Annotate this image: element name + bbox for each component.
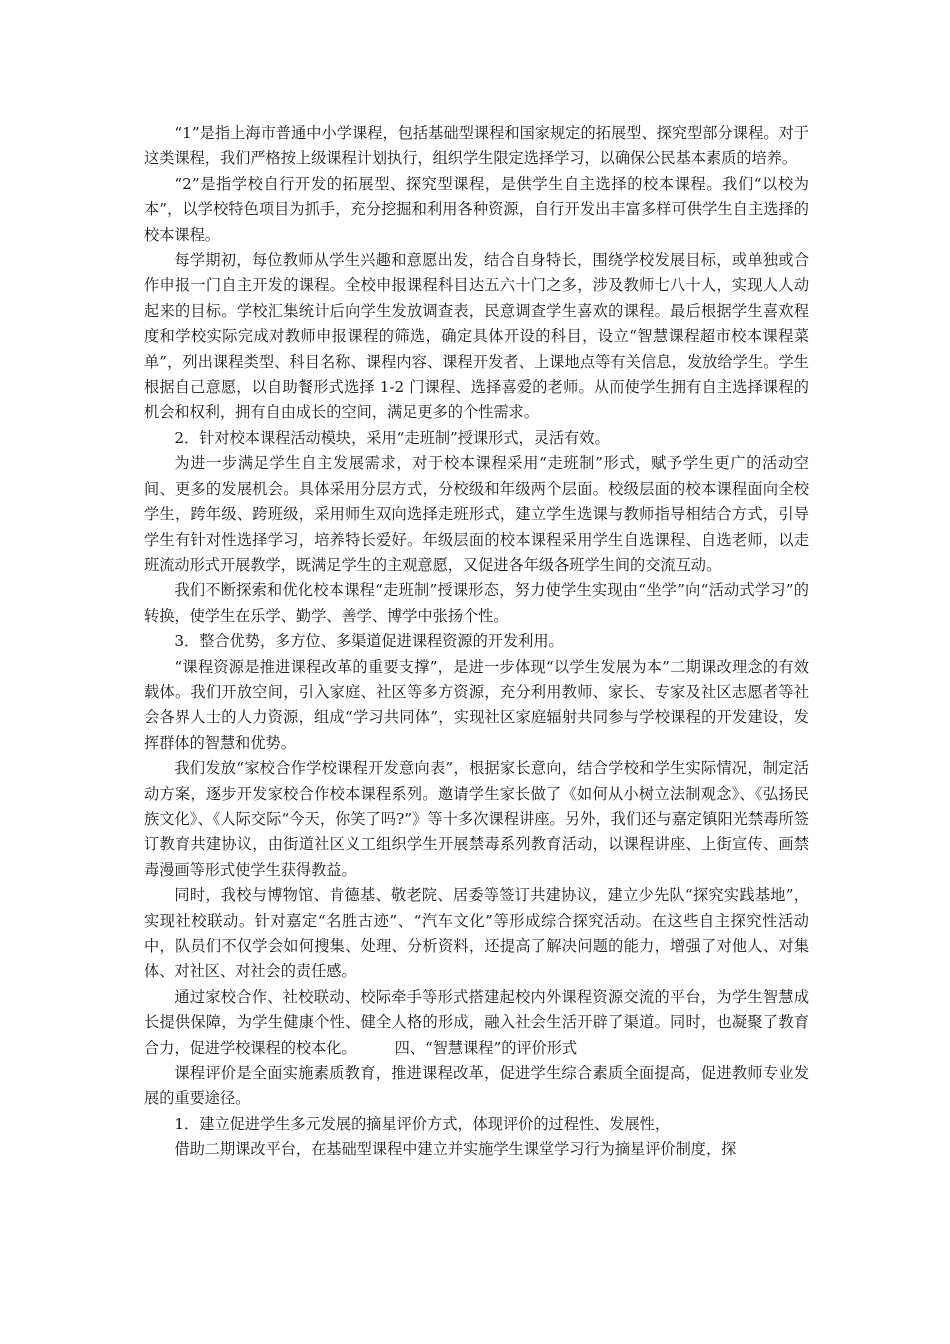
paragraph-community-linkage: 同时，我校与博物馆、肯德基、敬老院、居委等签订共建协议，建立少先队“探究实践基地”，实现社校联动。针对嘉定“名胜古迹”、“汽车文化”等形成综合探究活动。在这些自主探究性活动中，队员们不仅学会如何搜集、处理、分析资料，还提高了解决问题的能力，增强了对他人、对集体、对社区、对社会的责任感。 (144, 886, 809, 981)
paragraph-explore-optimize: 我们不断探索和优化校本课程“走班制”授课形态，努力使学生实现由“坐学”向“活动式学习”的转换，使学生在乐学、勤学、善学、博学中张扬个性。 (144, 581, 809, 625)
paragraph-star-evaluation: 借助二期课改平台，在基础型课程中建立并实施学生课堂学习行为摘星评价制度，探 (174, 1140, 737, 1159)
paragraph-semester-selection: 每学期初，每位教师从学生兴趣和意愿出发，结合自身特长，围绕学校发展目标，或单独或合作申报一门自主开发的课程。全校申报课程科目达五六十门之多，涉及教师七八十人，实现人人动起来的目标。学校汇集统计后向学生发放调查表，民意调查学生喜欢的课程。最后根据学生喜欢程度和学校实际完成对教师申报课程的筛选，确定具体开设的科目，设立“智慧课程超市校本课程菜单”，列出课程类型、科目名称、课程内容、课程开发者、上课地点等有关信息，发放给学生。学生根据自己意愿，以自助餐形式选择 1-2 门课程、选择喜爱的老师。从而使学生拥有自主选择课程的机会和权利，拥有自由成长的空间，满足更多的个性需求。 (144, 251, 809, 422)
document-body (144, 121, 809, 1163)
paragraph-home-school: 我们发放“家校合作学校课程开发意向表”，根据家长意向，结合学校和学生实际情况，制定活动方案，逐步开发家校合作校本课程系列。邀请学生家长做了《如何从小树立法制观念》、《弘扬民族文化》、《人际交际“今天，你笑了吗?”》等十多次课程讲座。另外，我们还与嘉定镇阳光禁毒所签订教育共建协议，由街道社区义工组织学生开展禁毒系列教育活动，以课程讲座、上街宣传、画禁毒漫画等形式使学生获得教益。 (144, 759, 809, 879)
section-heading-evaluation-1: 1．建立促进学生多元发展的摘星评价方式，体现评价的过程性、发展性， (174, 1114, 671, 1133)
paragraph-course-resources: “课程资源是推进课程改革的重要支撑”，是进一步体现“以学生发展为本”二期课改理念的有效载体。我们开放空间，引入家庭、社区等多方资源，充分利用教师、家长、专家及社区志愿者等社会各界人士的人力资源，组成“学习共同体”，实现社区家庭辐射共同参与学校课程的开发建设，发挥群体的智慧和优势。 (144, 657, 809, 752)
section-heading-2: 2．针对校本课程活动模块，采用“走班制”授课形式，灵活有效。 (174, 428, 610, 447)
paragraph-course-type-1: “1”是指上海市普通中小学课程，包括基础型课程和国家规定的拓展型、探究型部分课程。对于这类课程，我们严格按上级课程计划执行，组织学生限定选择学习，以确保公民基本素质的培养。 (144, 124, 809, 168)
paragraph-walking-class: 为进一步满足学生自主发展需求，对于校本课程采用“走班制”形式，赋予学生更广的活动空间、更多的发展机会。具体采用分层方式，分校级和年级两个层面。校级层面的校本课程面向全校学生，跨年级、跨班级，采用师生双向选择走班形式，建立学生选课与教师指导相结合方式，引导学生有针对性选择学习，培养特长爱好。年级层面的校本课程采用学生自选课程、自选老师，以走班流动形式开展教学，既满足学生的主观意愿，又促进各年级各班学生间的交流互动。 (144, 454, 809, 574)
section-heading-3: 3．整合优势，多方位、多渠道促进课程资源的开发利用。 (174, 632, 564, 651)
paragraph-course-type-2: “2”是指学校自行开发的拓展型、探究型课程，是供学生自主选择的校本课程。我们“以校为本”，以学校特色项目为抓手，充分挖掘和利用各种资源，自行开发出丰富多样可供学生自主选择的校本课程。 (144, 174, 809, 244)
paragraph-platform: 通过家校合作、社校联动、校际牵手等形式搭建起校内外课程资源交流的平台，为学生智慧成长提供保障，为学生健康个性、健全人格的形成，融入社会生活开辟了渠道。同时，也凝聚了教育合力，促进学校课程的校本化。 四、“智慧课程”的评价形式 (144, 987, 809, 1057)
paragraph-evaluation: 课程评价是全面实施素质教育，推进课程改革，促进学生综合素质全面提高，促进教师专业发展的重要途径。 (144, 1064, 809, 1108)
